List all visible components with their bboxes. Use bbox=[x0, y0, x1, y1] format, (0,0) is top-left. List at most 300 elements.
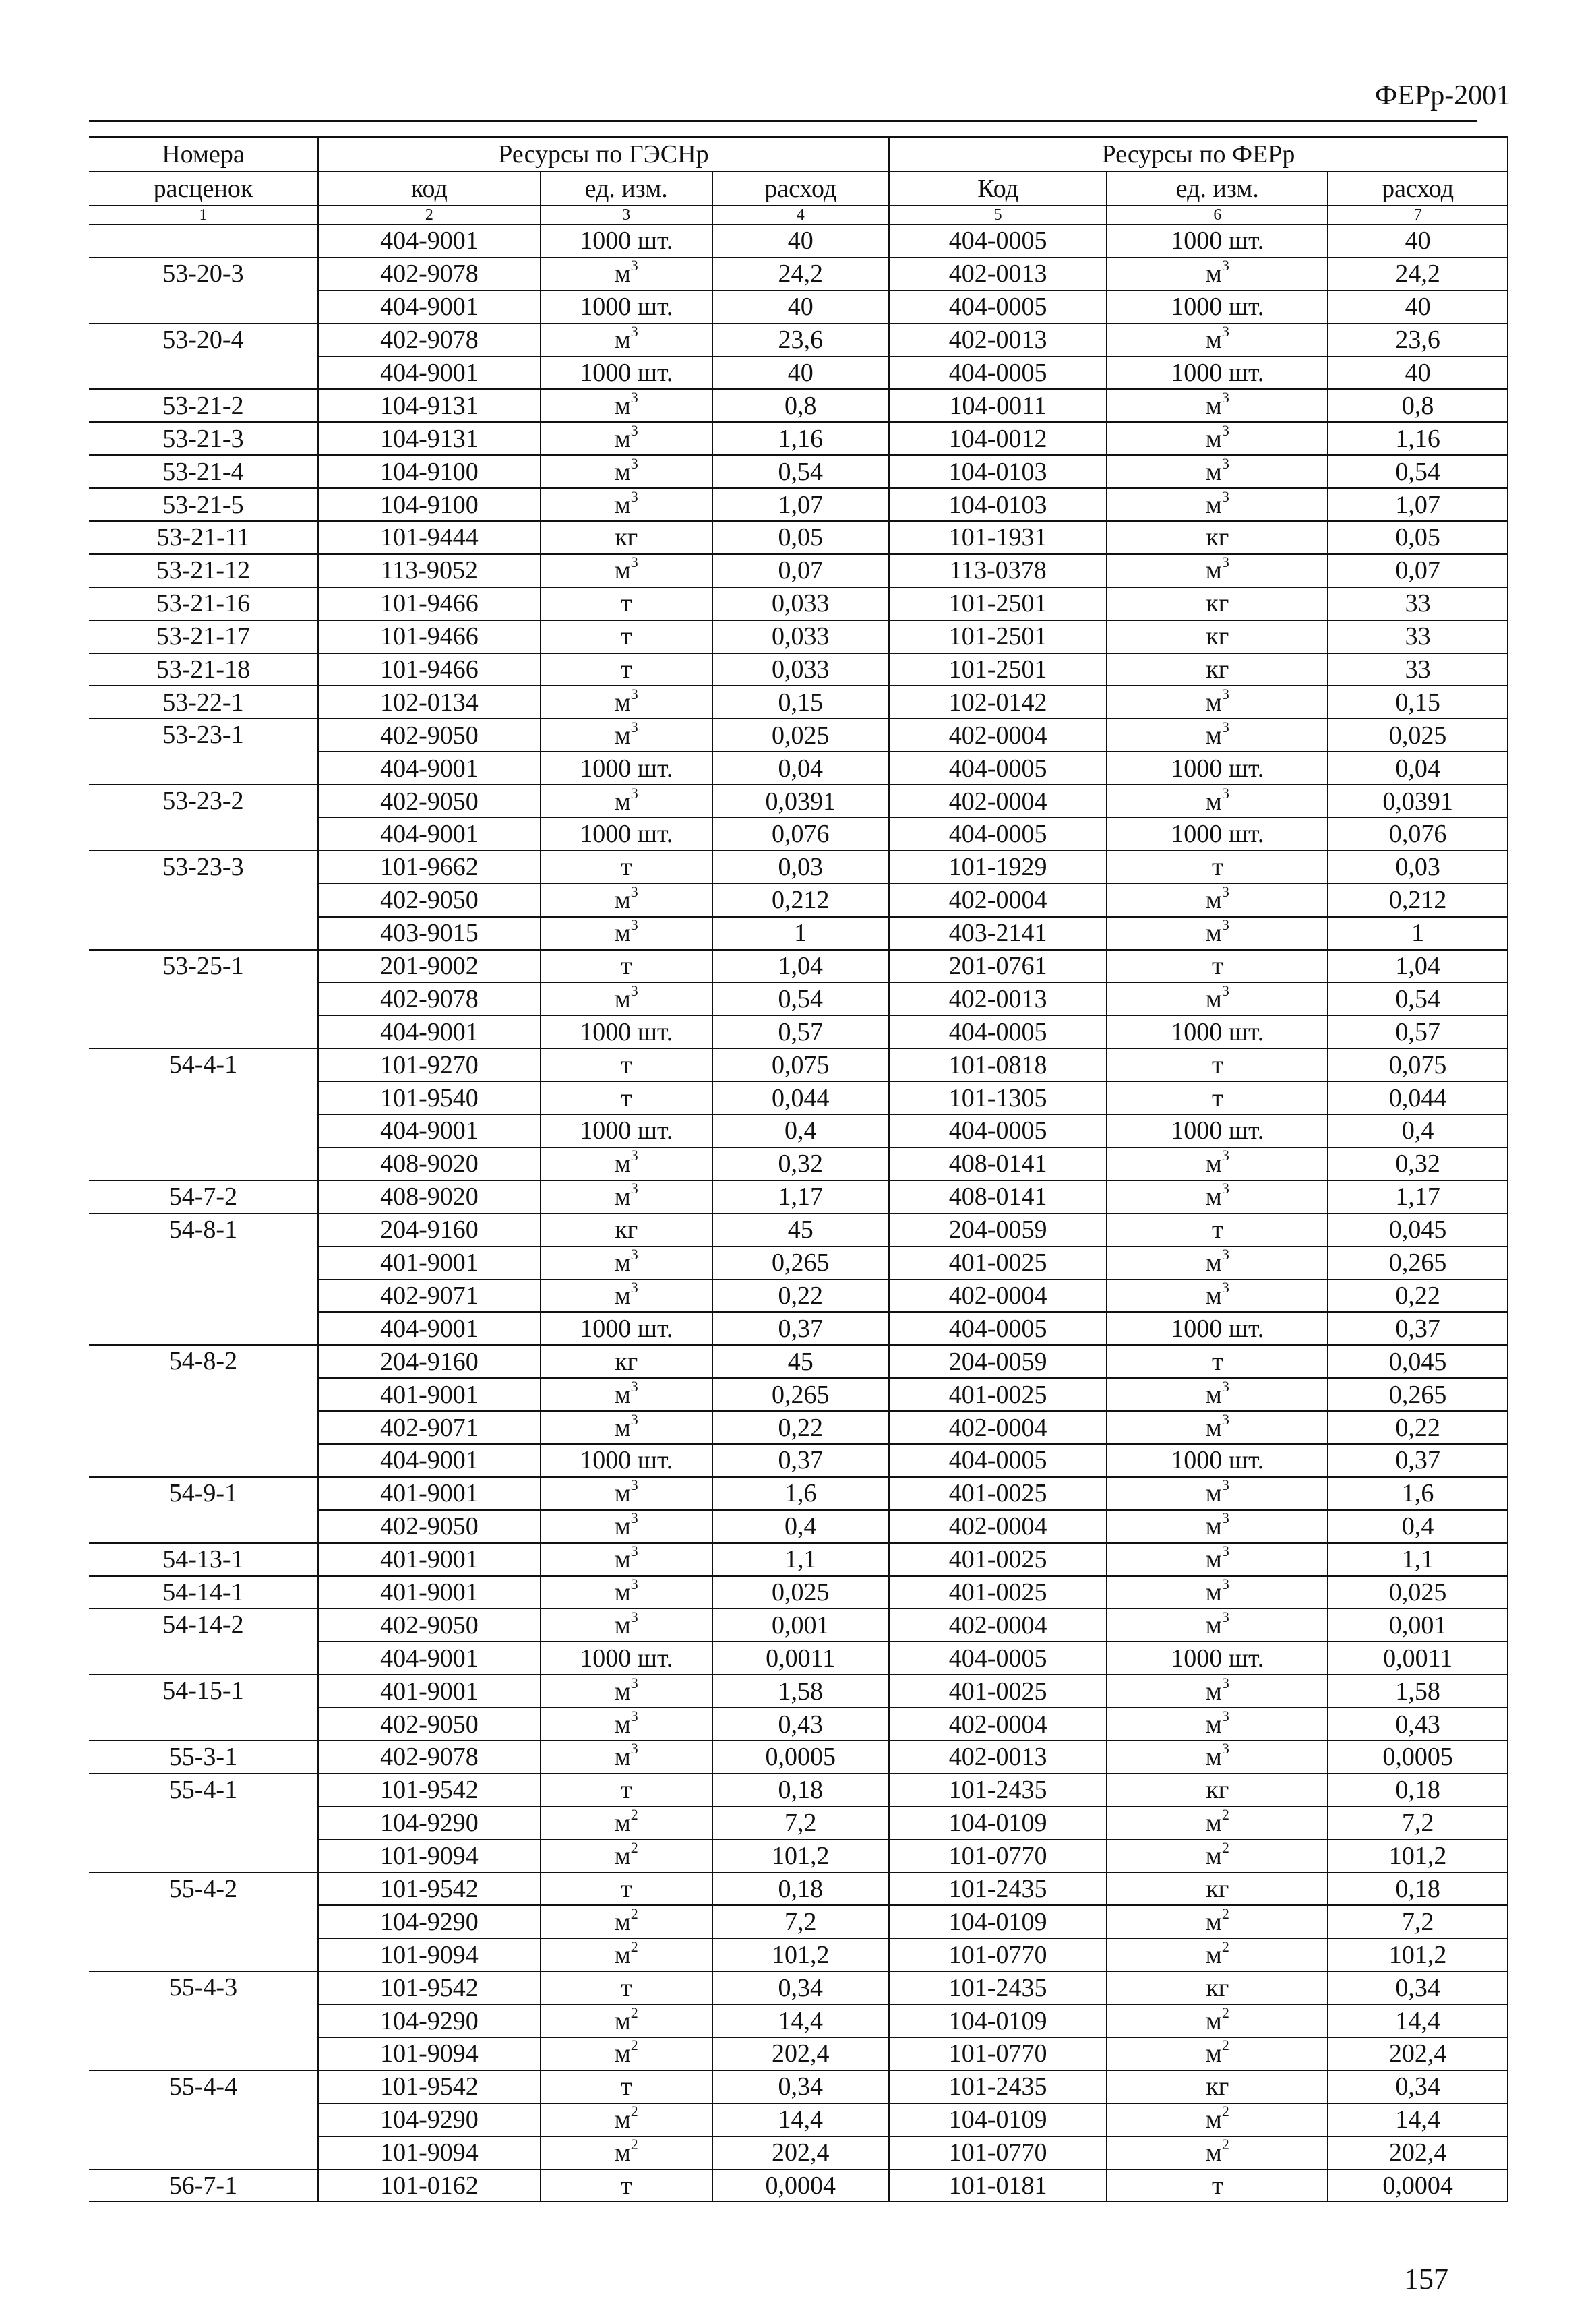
fer-unit-cell: $м^3$ bbox=[1107, 488, 1328, 521]
gesn-consumption-cell: 0,0391 bbox=[712, 785, 889, 818]
fer-consumption-cell: 0,32 bbox=[1328, 1147, 1508, 1180]
gesn-consumption-cell: 14,4 bbox=[712, 2004, 889, 2037]
gesn-code-cell: 402-9050 bbox=[318, 1708, 541, 1741]
gesn-consumption-cell: 0,033 bbox=[712, 653, 889, 686]
fer-unit-cell: $м^3$ bbox=[1107, 1477, 1328, 1510]
gesn-code-cell: 101-9540 bbox=[318, 1081, 541, 1114]
table-row bbox=[89, 587, 1508, 620]
gesn-unit-cell: $м^2$ bbox=[541, 1807, 712, 1840]
rate-number-cell: 53-20-4 bbox=[89, 324, 318, 390]
subheader-fer-code: Код bbox=[889, 171, 1107, 206]
gesn-consumption-cell: 1,17 bbox=[712, 1180, 889, 1213]
gesn-consumption-cell: 0,22 bbox=[712, 1280, 889, 1313]
rate-number-cell: 53-20-3 bbox=[89, 258, 318, 324]
rate-number-cell: 55-4-4 bbox=[89, 2070, 318, 2169]
gesn-consumption-cell: 1,07 bbox=[712, 488, 889, 521]
gesn-unit-cell: $м^3$ bbox=[541, 488, 712, 521]
rate-number-cell: 55-4-1 bbox=[89, 1774, 318, 1873]
gesn-code-cell: 401-9001 bbox=[318, 1675, 541, 1708]
fer-consumption-cell: 202,4 bbox=[1328, 2037, 1508, 2070]
gesn-unit-cell: 1000 шт. bbox=[541, 752, 712, 785]
fer-consumption-cell: 0,54 bbox=[1328, 455, 1508, 488]
gesn-consumption-cell: 0,54 bbox=[712, 455, 889, 488]
subheader-gesn-code: код bbox=[318, 171, 541, 206]
fer-code-cell: 402-0004 bbox=[889, 1609, 1107, 1642]
gesn-consumption-cell: 40 bbox=[712, 224, 889, 258]
fer-consumption-cell: 0,044 bbox=[1328, 1081, 1508, 1114]
table-row bbox=[89, 1477, 1508, 1510]
gesn-unit-cell: $м^2$ bbox=[541, 2037, 712, 2070]
fer-code-cell: 401-0025 bbox=[889, 1576, 1107, 1609]
fer-code-cell: 101-2435 bbox=[889, 2070, 1107, 2103]
fer-consumption-cell: 1,04 bbox=[1328, 950, 1508, 983]
fer-consumption-cell: 7,2 bbox=[1328, 1807, 1508, 1840]
gesn-code-cell: 101-9270 bbox=[318, 1048, 541, 1081]
table-row bbox=[89, 851, 1508, 884]
fer-code-cell: 402-0004 bbox=[889, 785, 1107, 818]
fer-code-cell: 101-1929 bbox=[889, 851, 1107, 884]
rate-number-cell: 53-21-12 bbox=[89, 554, 318, 587]
subheader-gesn-consumption: расход bbox=[712, 171, 889, 206]
fer-consumption-cell: 14,4 bbox=[1328, 2103, 1508, 2136]
fer-consumption-cell: 0,0011 bbox=[1328, 1642, 1508, 1675]
gesn-consumption-cell: 1 bbox=[712, 917, 889, 950]
gesn-unit-cell: кг bbox=[541, 521, 712, 554]
fer-unit-cell: $м^3$ bbox=[1107, 982, 1328, 1015]
fer-unit-cell: $м^3$ bbox=[1107, 686, 1328, 719]
gesn-unit-cell: 1000 шт. bbox=[541, 1444, 712, 1477]
fer-unit-cell: $м^3$ bbox=[1107, 455, 1328, 488]
fer-code-cell: 101-2501 bbox=[889, 620, 1107, 653]
fer-unit-cell: т bbox=[1107, 1081, 1328, 1114]
fer-code-cell: 104-0109 bbox=[889, 1905, 1107, 1938]
rate-number-cell: 55-4-2 bbox=[89, 1873, 318, 1972]
gesn-unit-cell: $м^3$ bbox=[541, 1280, 712, 1313]
fer-code-cell: 402-0013 bbox=[889, 982, 1107, 1015]
gesn-code-cell: 101-9444 bbox=[318, 521, 541, 554]
fer-unit-cell: кг bbox=[1107, 1873, 1328, 1906]
rate-number-cell: 54-14-1 bbox=[89, 1576, 318, 1609]
gesn-consumption-cell: 0,37 bbox=[712, 1444, 889, 1477]
gesn-consumption-cell: 1,6 bbox=[712, 1477, 889, 1510]
fer-code-cell: 101-2435 bbox=[889, 1774, 1107, 1807]
fer-unit-cell: $м^2$ bbox=[1107, 1807, 1328, 1840]
fer-unit-cell: 1000 шт. bbox=[1107, 818, 1328, 851]
gesn-consumption-cell: 0,54 bbox=[712, 982, 889, 1015]
gesn-unit-cell: $м^2$ bbox=[541, 1840, 712, 1873]
rate-number-cell: 53-23-1 bbox=[89, 719, 318, 785]
fer-unit-cell: 1000 шт. bbox=[1107, 1642, 1328, 1675]
fer-unit-cell: кг bbox=[1107, 653, 1328, 686]
table-row bbox=[89, 1774, 1508, 1807]
gesn-code-cell: 402-9050 bbox=[318, 1510, 541, 1543]
fer-unit-cell: кг bbox=[1107, 2070, 1328, 2103]
fer-unit-cell: $м^3$ bbox=[1107, 554, 1328, 587]
fer-unit-cell: $м^3$ bbox=[1107, 1378, 1328, 1411]
fer-code-cell: 401-0025 bbox=[889, 1378, 1107, 1411]
fer-unit-cell: 1000 шт. bbox=[1107, 1312, 1328, 1345]
fer-code-cell: 402-0013 bbox=[889, 1741, 1107, 1774]
gesn-consumption-cell: 0,07 bbox=[712, 554, 889, 587]
fer-code-cell: 101-0770 bbox=[889, 2136, 1107, 2169]
table-row bbox=[89, 2070, 1508, 2103]
fer-consumption-cell: 101,2 bbox=[1328, 1938, 1508, 1971]
gesn-consumption-cell: 0,37 bbox=[712, 1312, 889, 1345]
fer-code-cell: 404-0005 bbox=[889, 1312, 1107, 1345]
gesn-consumption-cell: 0,04 bbox=[712, 752, 889, 785]
gesn-unit-cell: т bbox=[541, 1971, 712, 2004]
fer-consumption-cell: 33 bbox=[1328, 620, 1508, 653]
table-row bbox=[89, 554, 1508, 587]
fer-unit-cell: 1000 шт. bbox=[1107, 1444, 1328, 1477]
fer-code-cell: 402-0004 bbox=[889, 1708, 1107, 1741]
fer-consumption-cell: 1,1 bbox=[1328, 1543, 1508, 1576]
fer-unit-cell: $м^3$ bbox=[1107, 1247, 1328, 1280]
fer-consumption-cell: 0,07 bbox=[1328, 554, 1508, 587]
rate-number-cell: 55-3-1 bbox=[89, 1741, 318, 1774]
fer-code-cell: 402-0004 bbox=[889, 884, 1107, 917]
gesn-unit-cell: т bbox=[541, 587, 712, 620]
gesn-unit-cell: $м^2$ bbox=[541, 1938, 712, 1971]
column-number: 6 bbox=[1107, 206, 1328, 224]
gesn-unit-cell: $м^3$ bbox=[541, 389, 712, 422]
fer-consumption-cell: 1,16 bbox=[1328, 422, 1508, 455]
gesn-consumption-cell: 0,18 bbox=[712, 1873, 889, 1906]
fer-consumption-cell: 0,18 bbox=[1328, 1873, 1508, 1906]
gesn-consumption-cell: 0,32 bbox=[712, 1147, 889, 1180]
fer-unit-cell: т bbox=[1107, 1345, 1328, 1378]
subheader-fer-consumption: расход bbox=[1328, 171, 1508, 206]
gesn-code-cell: 401-9001 bbox=[318, 1477, 541, 1510]
gesn-consumption-cell: 14,4 bbox=[712, 2103, 889, 2136]
fer-code-cell: 401-0025 bbox=[889, 1543, 1107, 1576]
fer-consumption-cell: 0,045 bbox=[1328, 1213, 1508, 1247]
table-row bbox=[89, 258, 1508, 291]
fer-code-cell: 402-0004 bbox=[889, 1510, 1107, 1543]
gesn-consumption-cell: 23,6 bbox=[712, 324, 889, 357]
fer-consumption-cell: 0,212 bbox=[1328, 884, 1508, 917]
gesn-consumption-cell: 0,03 bbox=[712, 851, 889, 884]
fer-consumption-cell: 0,8 bbox=[1328, 389, 1508, 422]
fer-unit-cell: т bbox=[1107, 851, 1328, 884]
gesn-unit-cell: $м^3$ bbox=[541, 1147, 712, 1180]
gesn-code-cell: 101-9094 bbox=[318, 1840, 541, 1873]
fer-code-cell: 104-0109 bbox=[889, 2004, 1107, 2037]
column-number: 3 bbox=[541, 206, 712, 224]
gesn-code-cell: 401-9001 bbox=[318, 1378, 541, 1411]
gesn-unit-cell: т bbox=[541, 1774, 712, 1807]
gesn-consumption-cell: 0,212 bbox=[712, 884, 889, 917]
gesn-unit-cell: $м^3$ bbox=[541, 1576, 712, 1609]
gesn-code-cell: 101-9094 bbox=[318, 2136, 541, 2169]
fer-code-cell: 402-0004 bbox=[889, 1411, 1107, 1444]
gesn-code-cell: 408-9020 bbox=[318, 1180, 541, 1213]
rate-number-cell: 53-21-16 bbox=[89, 587, 318, 620]
gesn-unit-cell: $м^3$ bbox=[541, 1411, 712, 1444]
gesn-unit-cell: 1000 шт. bbox=[541, 291, 712, 324]
fer-code-cell: 404-0005 bbox=[889, 752, 1107, 785]
fer-consumption-cell: 1,17 bbox=[1328, 1180, 1508, 1213]
fer-unit-cell: $м^2$ bbox=[1107, 1840, 1328, 1873]
fer-code-cell: 402-0013 bbox=[889, 258, 1107, 291]
gesn-code-cell: 101-9542 bbox=[318, 1971, 541, 2004]
table-row bbox=[89, 389, 1508, 422]
rate-number-cell: 54-13-1 bbox=[89, 1543, 318, 1576]
table-row bbox=[89, 653, 1508, 686]
fer-unit-cell: кг bbox=[1107, 1971, 1328, 2004]
gesn-unit-cell: 1000 шт. bbox=[541, 818, 712, 851]
gesn-consumption-cell: 1,04 bbox=[712, 950, 889, 983]
table-row bbox=[89, 488, 1508, 521]
rate-number-cell: 55-4-3 bbox=[89, 1971, 318, 2070]
gesn-unit-cell: т bbox=[541, 2070, 712, 2103]
fer-consumption-cell: 0,265 bbox=[1328, 1247, 1508, 1280]
gesn-consumption-cell: 0,43 bbox=[712, 1708, 889, 1741]
gesn-consumption-cell: 45 bbox=[712, 1345, 889, 1378]
fer-code-cell: 104-0103 bbox=[889, 455, 1107, 488]
fer-code-cell: 408-0141 bbox=[889, 1147, 1107, 1180]
fer-unit-cell: $м^2$ bbox=[1107, 1938, 1328, 1971]
gesn-code-cell: 401-9001 bbox=[318, 1576, 541, 1609]
fer-unit-cell: $м^3$ bbox=[1107, 1675, 1328, 1708]
fer-consumption-cell: 0,025 bbox=[1328, 1576, 1508, 1609]
gesn-consumption-cell: 0,22 bbox=[712, 1411, 889, 1444]
gesn-unit-cell: 1000 шт. bbox=[541, 1312, 712, 1345]
gesn-consumption-cell: 0,044 bbox=[712, 1081, 889, 1114]
fer-code-cell: 101-2501 bbox=[889, 587, 1107, 620]
gesn-code-cell: 104-9290 bbox=[318, 1807, 541, 1840]
gesn-unit-cell: $м^3$ bbox=[541, 1477, 712, 1510]
table-row bbox=[89, 1971, 1508, 2004]
gesn-unit-cell: $м^3$ bbox=[541, 917, 712, 950]
fer-unit-cell: 1000 шт. bbox=[1107, 224, 1328, 258]
fer-consumption-cell: 0,045 bbox=[1328, 1345, 1508, 1378]
fer-code-cell: 204-0059 bbox=[889, 1345, 1107, 1378]
fer-code-cell: 402-0004 bbox=[889, 719, 1107, 752]
gesn-code-cell: 101-9466 bbox=[318, 587, 541, 620]
gesn-code-cell: 204-9160 bbox=[318, 1213, 541, 1247]
fer-code-cell: 404-0005 bbox=[889, 291, 1107, 324]
gesn-unit-cell: $м^3$ bbox=[541, 785, 712, 818]
fer-consumption-cell: 33 bbox=[1328, 653, 1508, 686]
header-rate-numbers-line2: расценок bbox=[89, 171, 318, 206]
rate-number-cell: 53-21-18 bbox=[89, 653, 318, 686]
fer-unit-cell: $м^3$ bbox=[1107, 1180, 1328, 1213]
fer-unit-cell: $м^2$ bbox=[1107, 2004, 1328, 2037]
resources-table bbox=[89, 136, 1508, 2202]
fer-unit-cell: т bbox=[1107, 1048, 1328, 1081]
column-number: 7 bbox=[1328, 206, 1508, 224]
gesn-code-cell: 104-9290 bbox=[318, 2103, 541, 2136]
gesn-code-cell: 402-9071 bbox=[318, 1411, 541, 1444]
gesn-consumption-cell: 0,18 bbox=[712, 1774, 889, 1807]
fer-unit-cell: кг bbox=[1107, 521, 1328, 554]
gesn-unit-cell: т bbox=[541, 851, 712, 884]
fer-unit-cell: т bbox=[1107, 950, 1328, 983]
gesn-code-cell: 104-9131 bbox=[318, 389, 541, 422]
fer-consumption-cell: 0,54 bbox=[1328, 982, 1508, 1015]
gesn-unit-cell: $м^3$ bbox=[541, 554, 712, 587]
fer-code-cell: 402-0004 bbox=[889, 1280, 1107, 1313]
table-row bbox=[89, 224, 1508, 258]
fer-consumption-cell: 7,2 bbox=[1328, 1905, 1508, 1938]
gesn-code-cell: 402-9050 bbox=[318, 1609, 541, 1642]
fer-unit-cell: $м^3$ bbox=[1107, 785, 1328, 818]
fer-unit-cell: $м^3$ bbox=[1107, 422, 1328, 455]
gesn-unit-cell: т bbox=[541, 620, 712, 653]
gesn-code-cell: 404-9001 bbox=[318, 1015, 541, 1048]
gesn-code-cell: 102-0134 bbox=[318, 686, 541, 719]
gesn-consumption-cell: 40 bbox=[712, 357, 889, 390]
column-number: 2 bbox=[318, 206, 541, 224]
gesn-code-cell: 404-9001 bbox=[318, 1642, 541, 1675]
fer-consumption-cell: 0,075 bbox=[1328, 1048, 1508, 1081]
gesn-unit-cell: $м^3$ bbox=[541, 686, 712, 719]
fer-code-cell: 404-0005 bbox=[889, 1114, 1107, 1147]
fer-code-cell: 201-0761 bbox=[889, 950, 1107, 983]
gesn-unit-cell: 1000 шт. bbox=[541, 224, 712, 258]
fer-code-cell: 404-0005 bbox=[889, 357, 1107, 390]
subheader-gesn-unit: ед. изм. bbox=[541, 171, 712, 206]
rate-number-cell: 54-8-2 bbox=[89, 1345, 318, 1477]
fer-code-cell: 401-0025 bbox=[889, 1675, 1107, 1708]
gesn-code-cell: 402-9078 bbox=[318, 982, 541, 1015]
gesn-code-cell: 101-9094 bbox=[318, 1938, 541, 1971]
gesn-code-cell: 201-9002 bbox=[318, 950, 541, 983]
rate-number-cell: 53-22-1 bbox=[89, 686, 318, 719]
gesn-code-cell: 101-9662 bbox=[318, 851, 541, 884]
gesn-consumption-cell: 202,4 bbox=[712, 2136, 889, 2169]
gesn-consumption-cell: 0,4 bbox=[712, 1114, 889, 1147]
gesn-consumption-cell: 1,16 bbox=[712, 422, 889, 455]
gesn-unit-cell: $м^3$ bbox=[541, 1510, 712, 1543]
fer-unit-cell: кг bbox=[1107, 620, 1328, 653]
gesn-consumption-cell: 101,2 bbox=[712, 1938, 889, 1971]
gesn-unit-cell: $м^3$ bbox=[541, 1543, 712, 1576]
fer-code-cell: 101-0181 bbox=[889, 2169, 1107, 2202]
fer-code-cell: 101-1931 bbox=[889, 521, 1107, 554]
gesn-unit-cell: т bbox=[541, 1081, 712, 1114]
fer-code-cell: 204-0059 bbox=[889, 1213, 1107, 1247]
fer-code-cell: 404-0005 bbox=[889, 1642, 1107, 1675]
gesn-unit-cell: $м^3$ bbox=[541, 719, 712, 752]
table-row bbox=[89, 521, 1508, 554]
fer-consumption-cell: 0,22 bbox=[1328, 1280, 1508, 1313]
gesn-unit-cell: $м^3$ bbox=[541, 1675, 712, 1708]
table-row bbox=[89, 2169, 1508, 2202]
rate-number-cell: 53-21-2 bbox=[89, 389, 318, 422]
header-gesn-resources: Ресурсы по ГЭСНр bbox=[318, 137, 889, 171]
gesn-consumption-cell: 0,05 bbox=[712, 521, 889, 554]
gesn-unit-cell: $м^2$ bbox=[541, 1905, 712, 1938]
fer-consumption-cell: 23,6 bbox=[1328, 324, 1508, 357]
gesn-code-cell: 402-9071 bbox=[318, 1280, 541, 1313]
gesn-consumption-cell: 7,2 bbox=[712, 1807, 889, 1840]
table-row bbox=[89, 1873, 1508, 1906]
fer-consumption-cell: 0,03 bbox=[1328, 851, 1508, 884]
gesn-code-cell: 408-9020 bbox=[318, 1147, 541, 1180]
fer-unit-cell: $м^3$ bbox=[1107, 324, 1328, 357]
fer-consumption-cell: 33 bbox=[1328, 587, 1508, 620]
fer-unit-cell: $м^3$ bbox=[1107, 1147, 1328, 1180]
header-fer-resources: Ресурсы по ФЕРр bbox=[889, 137, 1508, 171]
gesn-unit-cell: $м^2$ bbox=[541, 2103, 712, 2136]
fer-code-cell: 101-0770 bbox=[889, 1840, 1107, 1873]
fer-consumption-cell: 202,4 bbox=[1328, 2136, 1508, 2169]
gesn-code-cell: 403-9015 bbox=[318, 917, 541, 950]
fer-unit-cell: 1000 шт. bbox=[1107, 1015, 1328, 1048]
gesn-code-cell: 404-9001 bbox=[318, 1444, 541, 1477]
gesn-unit-cell: $м^3$ bbox=[541, 982, 712, 1015]
gesn-unit-cell: т bbox=[541, 1048, 712, 1081]
fer-consumption-cell: 0,001 bbox=[1328, 1609, 1508, 1642]
fer-code-cell: 101-0770 bbox=[889, 1938, 1107, 1971]
gesn-unit-cell: $м^3$ bbox=[541, 422, 712, 455]
gesn-consumption-cell: 0,025 bbox=[712, 719, 889, 752]
fer-consumption-cell: 0,0004 bbox=[1328, 2169, 1508, 2202]
fer-consumption-cell: 0,265 bbox=[1328, 1378, 1508, 1411]
fer-code-cell: 404-0005 bbox=[889, 1015, 1107, 1048]
gesn-code-cell: 402-9050 bbox=[318, 719, 541, 752]
table-row bbox=[89, 950, 1508, 983]
fer-unit-cell: 1000 шт. bbox=[1107, 1114, 1328, 1147]
fer-consumption-cell: 40 bbox=[1328, 357, 1508, 390]
fer-consumption-cell: 0,04 bbox=[1328, 752, 1508, 785]
gesn-code-cell: 101-9466 bbox=[318, 620, 541, 653]
fer-unit-cell: кг bbox=[1107, 587, 1328, 620]
gesn-code-cell: 404-9001 bbox=[318, 224, 541, 258]
gesn-unit-cell: кг bbox=[541, 1345, 712, 1378]
gesn-consumption-cell: 0,0011 bbox=[712, 1642, 889, 1675]
table-row bbox=[89, 1576, 1508, 1609]
gesn-unit-cell: 1000 шт. bbox=[541, 1642, 712, 1675]
fer-unit-cell: $м^3$ bbox=[1107, 917, 1328, 950]
rate-number-cell: 54-7-2 bbox=[89, 1180, 318, 1213]
table-row bbox=[89, 1675, 1508, 1708]
gesn-consumption-cell: 0,001 bbox=[712, 1609, 889, 1642]
fer-consumption-cell: 0,34 bbox=[1328, 1971, 1508, 2004]
table-row bbox=[89, 785, 1508, 818]
document-header: ФЕРр-2001 bbox=[1375, 80, 1511, 111]
gesn-unit-cell: т bbox=[541, 653, 712, 686]
fer-unit-cell: $м^2$ bbox=[1107, 2136, 1328, 2169]
gesn-consumption-cell: 0,033 bbox=[712, 587, 889, 620]
table-row bbox=[89, 1741, 1508, 1774]
table-body bbox=[89, 224, 1508, 2202]
gesn-code-cell: 402-9078 bbox=[318, 258, 541, 291]
table-row bbox=[89, 324, 1508, 357]
gesn-consumption-cell: 0,0005 bbox=[712, 1741, 889, 1774]
fer-unit-cell: $м^3$ bbox=[1107, 1576, 1328, 1609]
fer-consumption-cell: 101,2 bbox=[1328, 1840, 1508, 1873]
gesn-code-cell: 402-9050 bbox=[318, 884, 541, 917]
header-rate-numbers: Номера bbox=[89, 137, 318, 171]
gesn-unit-cell: 1000 шт. bbox=[541, 357, 712, 390]
fer-consumption-cell: 40 bbox=[1328, 224, 1508, 258]
rate-number-cell: 53-23-3 bbox=[89, 851, 318, 950]
gesn-code-cell: 402-9050 bbox=[318, 785, 541, 818]
fer-unit-cell: $м^3$ bbox=[1107, 1741, 1328, 1774]
fer-consumption-cell: 14,4 bbox=[1328, 2004, 1508, 2037]
gesn-consumption-cell: 1,1 bbox=[712, 1543, 889, 1576]
fer-consumption-cell: 0,05 bbox=[1328, 521, 1508, 554]
rate-number-cell: 56-7-1 bbox=[89, 2169, 318, 2202]
gesn-unit-cell: $м^3$ bbox=[541, 1247, 712, 1280]
gesn-unit-cell: кг bbox=[541, 1213, 712, 1247]
fer-consumption-cell: 0,4 bbox=[1328, 1510, 1508, 1543]
fer-unit-cell: $м^3$ bbox=[1107, 719, 1328, 752]
gesn-code-cell: 404-9001 bbox=[318, 1114, 541, 1147]
